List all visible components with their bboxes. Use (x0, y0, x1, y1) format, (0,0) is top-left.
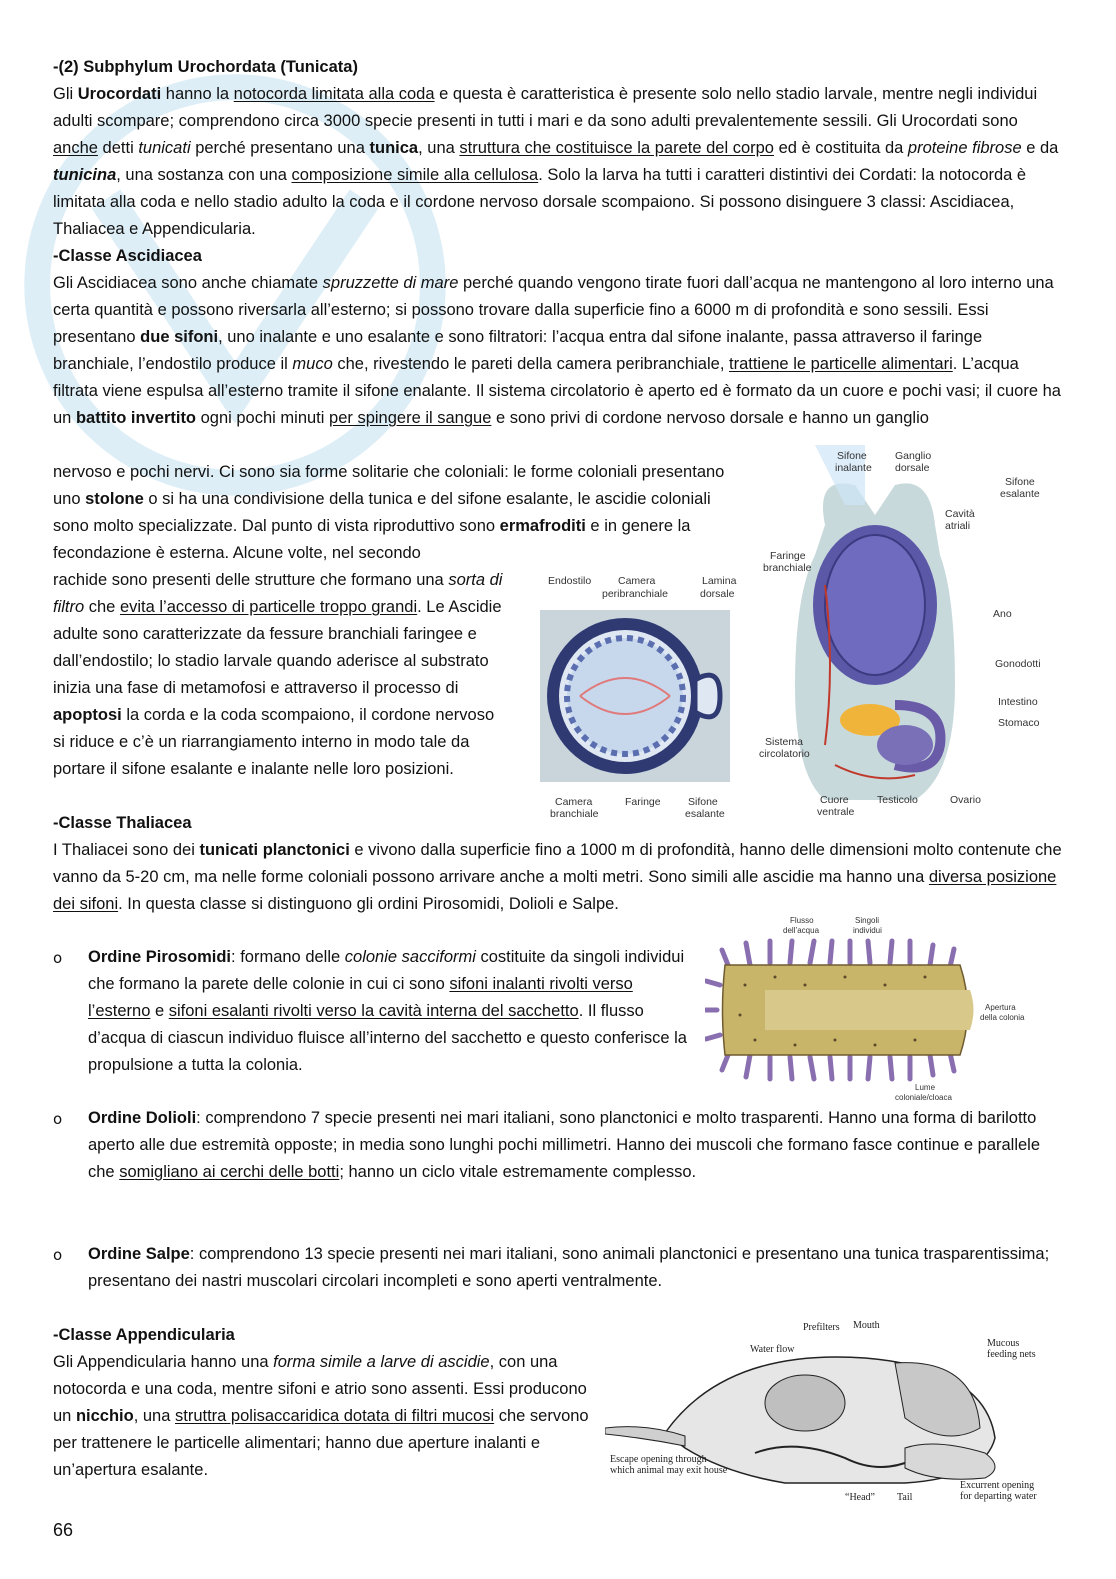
paragraph-appendicularia: Gli Appendicularia hanno una forma simile a larve di ascidie, con una notocorda e una coda, mentre sifoni e atrio sono assenti. Essi producono un nicchio, una struttra polisaccaridica dotata di filtri mucosi che servono per trattenere le particelle alimentari; hanno due aperture inalanti e un’apertura esalante. (53, 1353, 589, 1479)
section-title: -(2) Subphylum Urochordata (Tunicata) (53, 58, 358, 76)
figure-ascidian-anatomy (755, 445, 1055, 820)
figure-pyrosome (705, 915, 1040, 1105)
heading-appendicularia: -Classe Appendicularia (53, 1326, 235, 1344)
label-stomaco: Stomaco (998, 717, 1040, 729)
label-ganglio-1: Ganglio (895, 450, 932, 462)
label-cuore-2: ventrale (817, 806, 855, 818)
label-sifone-es-1: Sifone (688, 796, 718, 808)
label-lume-2: coloniale/cloaca (895, 1093, 952, 1102)
label-gonodotti: Gonodotti (995, 658, 1041, 670)
bullet-glyph: o (53, 949, 63, 967)
bullet-glyph: o (53, 1246, 63, 1264)
label-faringe: Faringe (625, 796, 661, 808)
item-text: Ordine Pirosomidi: formano delle colonie sacciformi costituite da singoli individui che formano la parete delle colonie in cui ci sono sifoni inalanti rivolti verso l’esterno e sifoni esalanti rivolti verso la cavità interna del sacchetto. Il flusso d’acqua di ciascun individuo fluisce all’interno del sacchetto e questo conferisce la propulsione a tutta la colonia. (88, 948, 687, 1074)
label-lamina-2: dorsale (700, 588, 735, 600)
label-mucous-2: feeding nets (987, 1349, 1036, 1360)
label-singoli-1: Singoli (855, 916, 880, 925)
bullet-glyph: o (53, 1110, 63, 1128)
label-escape-2: which animal may exit house (610, 1465, 728, 1476)
paragraph-ascidiacea-3: rachide sono presenti delle strutture che formano una sorta di filtro che evita l’accesso di particelle troppo grandi. Le Ascidie adulte sono caratterizzate da fessure branchiali faringee e dall’endostilo; lo stadio larvale quando aderisce al substrato inizia una fase di metamofosi e attraverso il processo di apoptosi la corda e la coda scompaiono, il cordone nervoso si riduce e c’è un riarrangiamento interno in modo tale da portare il sifone esalante e inalante nelle loro posizioni. (53, 571, 503, 778)
page-number: 66 (53, 1520, 74, 1540)
label-apertura-2: della colonia (980, 1013, 1025, 1022)
label-ganglio-2: dorsale (895, 462, 930, 474)
label-sifone-es-2: esalante (685, 808, 725, 820)
label-singoli-2: individui (853, 926, 882, 935)
label-testicolo: Testicolo (877, 794, 918, 806)
label-excurrent-2: for departing water (960, 1491, 1037, 1502)
label-sifone-es-2: esalante (1000, 488, 1040, 500)
paragraph-ascidiacea-2: nervoso e pochi nervi. Ci sono sia forme solitarie che coloniali: le forme coloniali presentano uno stolone o si ha una condivisione della tunica e del sifone esalante, le ascidie coloniali sono molto specializzate. Dal punto di vista riproduttivo sono ermafroditi e in genere la fecondazione è esterna. Alcune volte, nel secondo (53, 463, 725, 562)
label-prefilters: Prefilters (803, 1322, 840, 1333)
label-intestino: Intestino (998, 696, 1038, 708)
label-sifone-in-1: Sifone (837, 450, 867, 462)
figure-ascidian-section (530, 570, 745, 820)
label-camera-peri-1: Camera (618, 575, 656, 587)
label-water-flow: Water flow (750, 1344, 795, 1355)
label-sistema-1: Sistema (765, 736, 803, 748)
label-mucous-1: Mucous (987, 1338, 1020, 1349)
heading-thaliacea: -Classe Thaliacea (53, 814, 192, 832)
label-faringe-1: Faringe (770, 550, 806, 562)
label-cavita-2: atriali (945, 520, 971, 532)
label-camera-br-1: Camera (555, 796, 593, 808)
label-camera-peri-2: peribranchiale (602, 588, 668, 600)
item-text: Ordine Dolioli: comprendono 7 specie presenti nei mari italiani, sono planctonici e molto trasparenti. Hanno una forma di barilotto aperto alle due estremità opposte; in media sono lunghi pochi millimetri. Hanno dei muscoli che formano fasce continue e parallele che somigliano ai cerchi delle botti; hanno un ciclo vitale estremamente complesso. (88, 1109, 1041, 1181)
label-cuore-1: Cuore (820, 794, 849, 806)
label-sifone-in-2: inalante (835, 462, 872, 474)
paragraph-ascidiacea: Gli Ascidiacea sono anche chiamate spruzzette di mare perché quando vengono tirate fuori dall’acqua ne mantengono al loro interno una certa quantità e possono riversarla all’esterno; si possono trovare dalla superficie fino a 6000 m di profondità e sono sessili. Essi presentano due sifoni, uno inalante e uno esalante e sono filtratori: l’acqua entra dal sifone inalante, passa attraverso il faringe branchiale, l’endostilo produce il muco che, rivestendo le pareti della camera peribranchiale, trattiene le particelle alimentari. L’acqua filtrata viene espulsa all’esterno tramite il sifone enalante. Il sistema circolatorio è aperto ed è formato da un cuore e pochi vasi; il cuore ha un battito invertito ogni pochi minuti per spingere il sangue e sono privi di cordone nervoso dorsale e hanno un ganglio (53, 274, 1061, 427)
label-ovario: Ovario (950, 794, 981, 806)
label-tail: Tail (897, 1492, 913, 1503)
figure-larvacean (605, 1318, 1055, 1508)
label-flusso-1: Flusso (790, 916, 814, 925)
paragraph-urocordati: Gli Urocordati hanno la notocorda limitata alla coda e questa è caratteristica è presente solo nello stadio larvale, mentre negli individui adulti scompare; comprendono circa 3000 specie presenti in tutti i mari e da sono adulti prevalentemente sessili. Gli Urocordati sono anche detti tunicati perché presentano una tunica, una struttura che costituisce la parete del corpo ed è costituita da proteine fibrose e da tunicina, una sostanza con una composizione simile alla cellulosa. Solo la larva ha tutti i caratteri distintivi dei Cordati: la notocorda è limitata alla coda e nello stadio adulto la coda e il cordone nervoso dorsale scompaiono. Si possono disinguere 3 classi: Ascidiacea, Thaliacea e Appendicularia. (53, 85, 1059, 238)
label-sifone-es-1: Sifone (1005, 476, 1035, 488)
label-endostilo: Endostilo (548, 575, 592, 587)
label-camera-br-2: branchiale (550, 808, 599, 820)
item-text: Ordine Salpe: comprendono 13 specie presenti nei mari italiani, sono animali planctonici e presentano una tunica trasparentissima; presentano dei nastri muscolari circolari incompleti e sono aperti ventralmente. (88, 1245, 1050, 1290)
paragraph-thaliacea: I Thaliacei sono dei tunicati planctonici e vivono dalla superficie fino a 1000 m di profondità, hanno delle dimensioni molto contenute che vanno da 5-20 cm, ma nelle forme coloniali possono arrivare anche a molti metri. Sono simili alle ascidie ma hanno una diversa posizione dei sifoni. In questa classe si distinguono gli ordini Pirosomidi, Dolioli e Salpe. (53, 841, 1062, 913)
label-lamina-1: Lamina (702, 575, 737, 587)
label-escape-1: Escape opening through (610, 1454, 707, 1465)
label-mouth: Mouth (853, 1320, 880, 1331)
label-apertura-1: Apertura (985, 1003, 1016, 1012)
label-faringe-2: branchiale (763, 562, 812, 574)
label-flusso-2: dell’acqua (783, 926, 820, 935)
label-head: “Head” (845, 1492, 875, 1503)
label-excurrent-1: Excurrent opening (960, 1480, 1035, 1491)
label-ano: Ano (993, 608, 1012, 620)
label-cavita-1: Cavità (945, 508, 975, 520)
label-sistema-2: circolatorio (759, 748, 810, 760)
heading-ascidiacea: -Classe Ascidiacea (53, 247, 202, 265)
label-lume-1: Lume (915, 1083, 936, 1092)
